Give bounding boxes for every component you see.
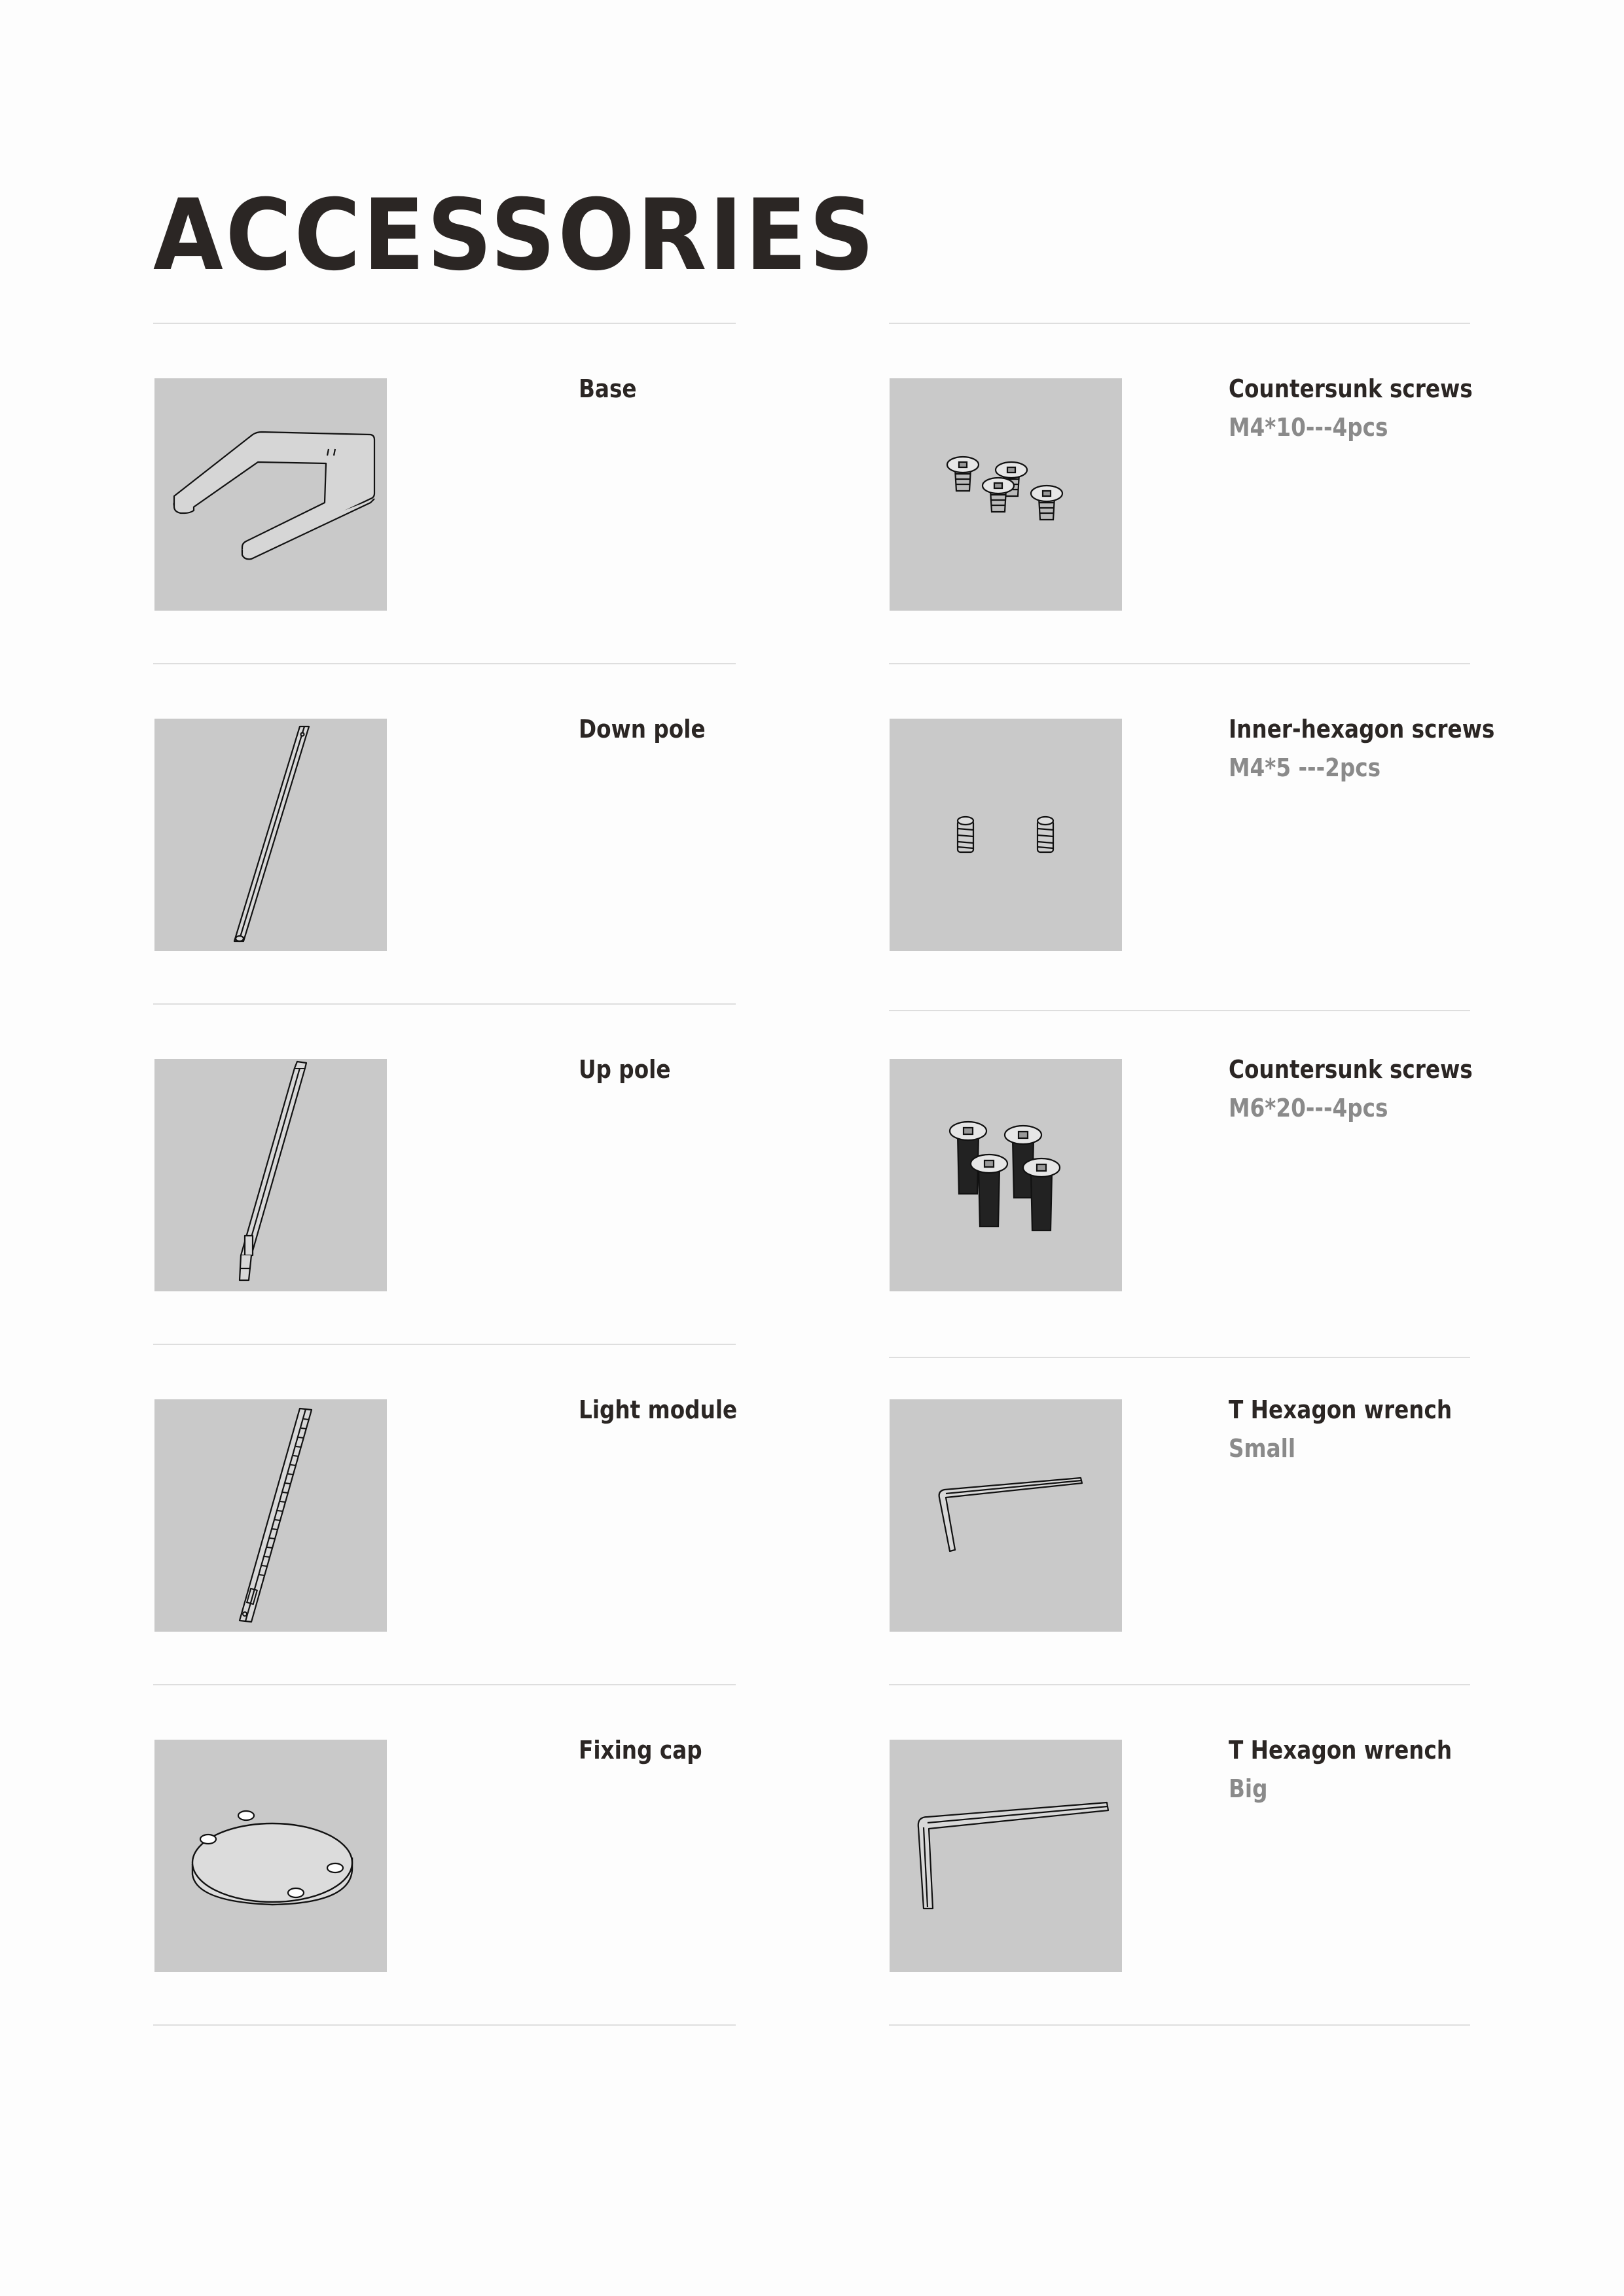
countersunk-screws-m6-image [890,1059,1122,1291]
item-spec: M4*10---4pcs [1229,413,1388,442]
divider [153,1344,736,1345]
item-name: Countersunk screws [1229,374,1473,403]
screws-m4-illustration [890,378,1122,611]
divider [889,323,1470,324]
divider [889,1010,1470,1011]
divider [153,2024,736,2026]
up-pole-illustration [154,1059,387,1291]
wrench-small-illustration [890,1399,1122,1632]
divider [153,323,736,324]
item-spec: Small [1229,1434,1296,1463]
page-title: ACCESSORIES [153,179,877,293]
divider [889,663,1470,664]
base-illustration [154,378,387,611]
item-spec: M4*5 ---2pcs [1229,753,1381,782]
item-name: Fixing cap [579,1736,702,1765]
countersunk-screws-m4-image [890,378,1122,611]
wrench-big-illustration [890,1740,1122,1972]
light-module-image [154,1399,387,1632]
light-module-illustration [154,1399,387,1632]
down-pole-image [154,719,387,951]
item-name: Countersunk screws [1229,1055,1473,1084]
item-spec: M6*20---4pcs [1229,1094,1388,1122]
item-name: Light module [579,1395,738,1424]
t-hexagon-wrench-small-image [890,1399,1122,1632]
hex-screws-illustration [890,719,1122,951]
fixing-cap-image [154,1740,387,1972]
divider [153,1003,736,1005]
up-pole-image [154,1059,387,1291]
fixing-cap-illustration [154,1740,387,1972]
item-name: Base [579,374,637,403]
divider [889,1684,1470,1685]
divider [153,663,736,664]
item-name: T Hexagon wrench [1229,1736,1453,1765]
item-spec: Big [1229,1774,1268,1803]
item-name: T Hexagon wrench [1229,1395,1453,1424]
inner-hexagon-screws-image [890,719,1122,951]
item-name: Inner-hexagon screws [1229,715,1495,744]
item-name: Down pole [579,715,706,744]
screws-m6-illustration [890,1059,1122,1291]
divider [153,1684,736,1685]
base-image [154,378,387,611]
down-pole-illustration [154,719,387,951]
divider [889,2024,1470,2026]
t-hexagon-wrench-big-image [890,1740,1122,1972]
item-name: Up pole [579,1055,671,1084]
divider [889,1357,1470,1358]
